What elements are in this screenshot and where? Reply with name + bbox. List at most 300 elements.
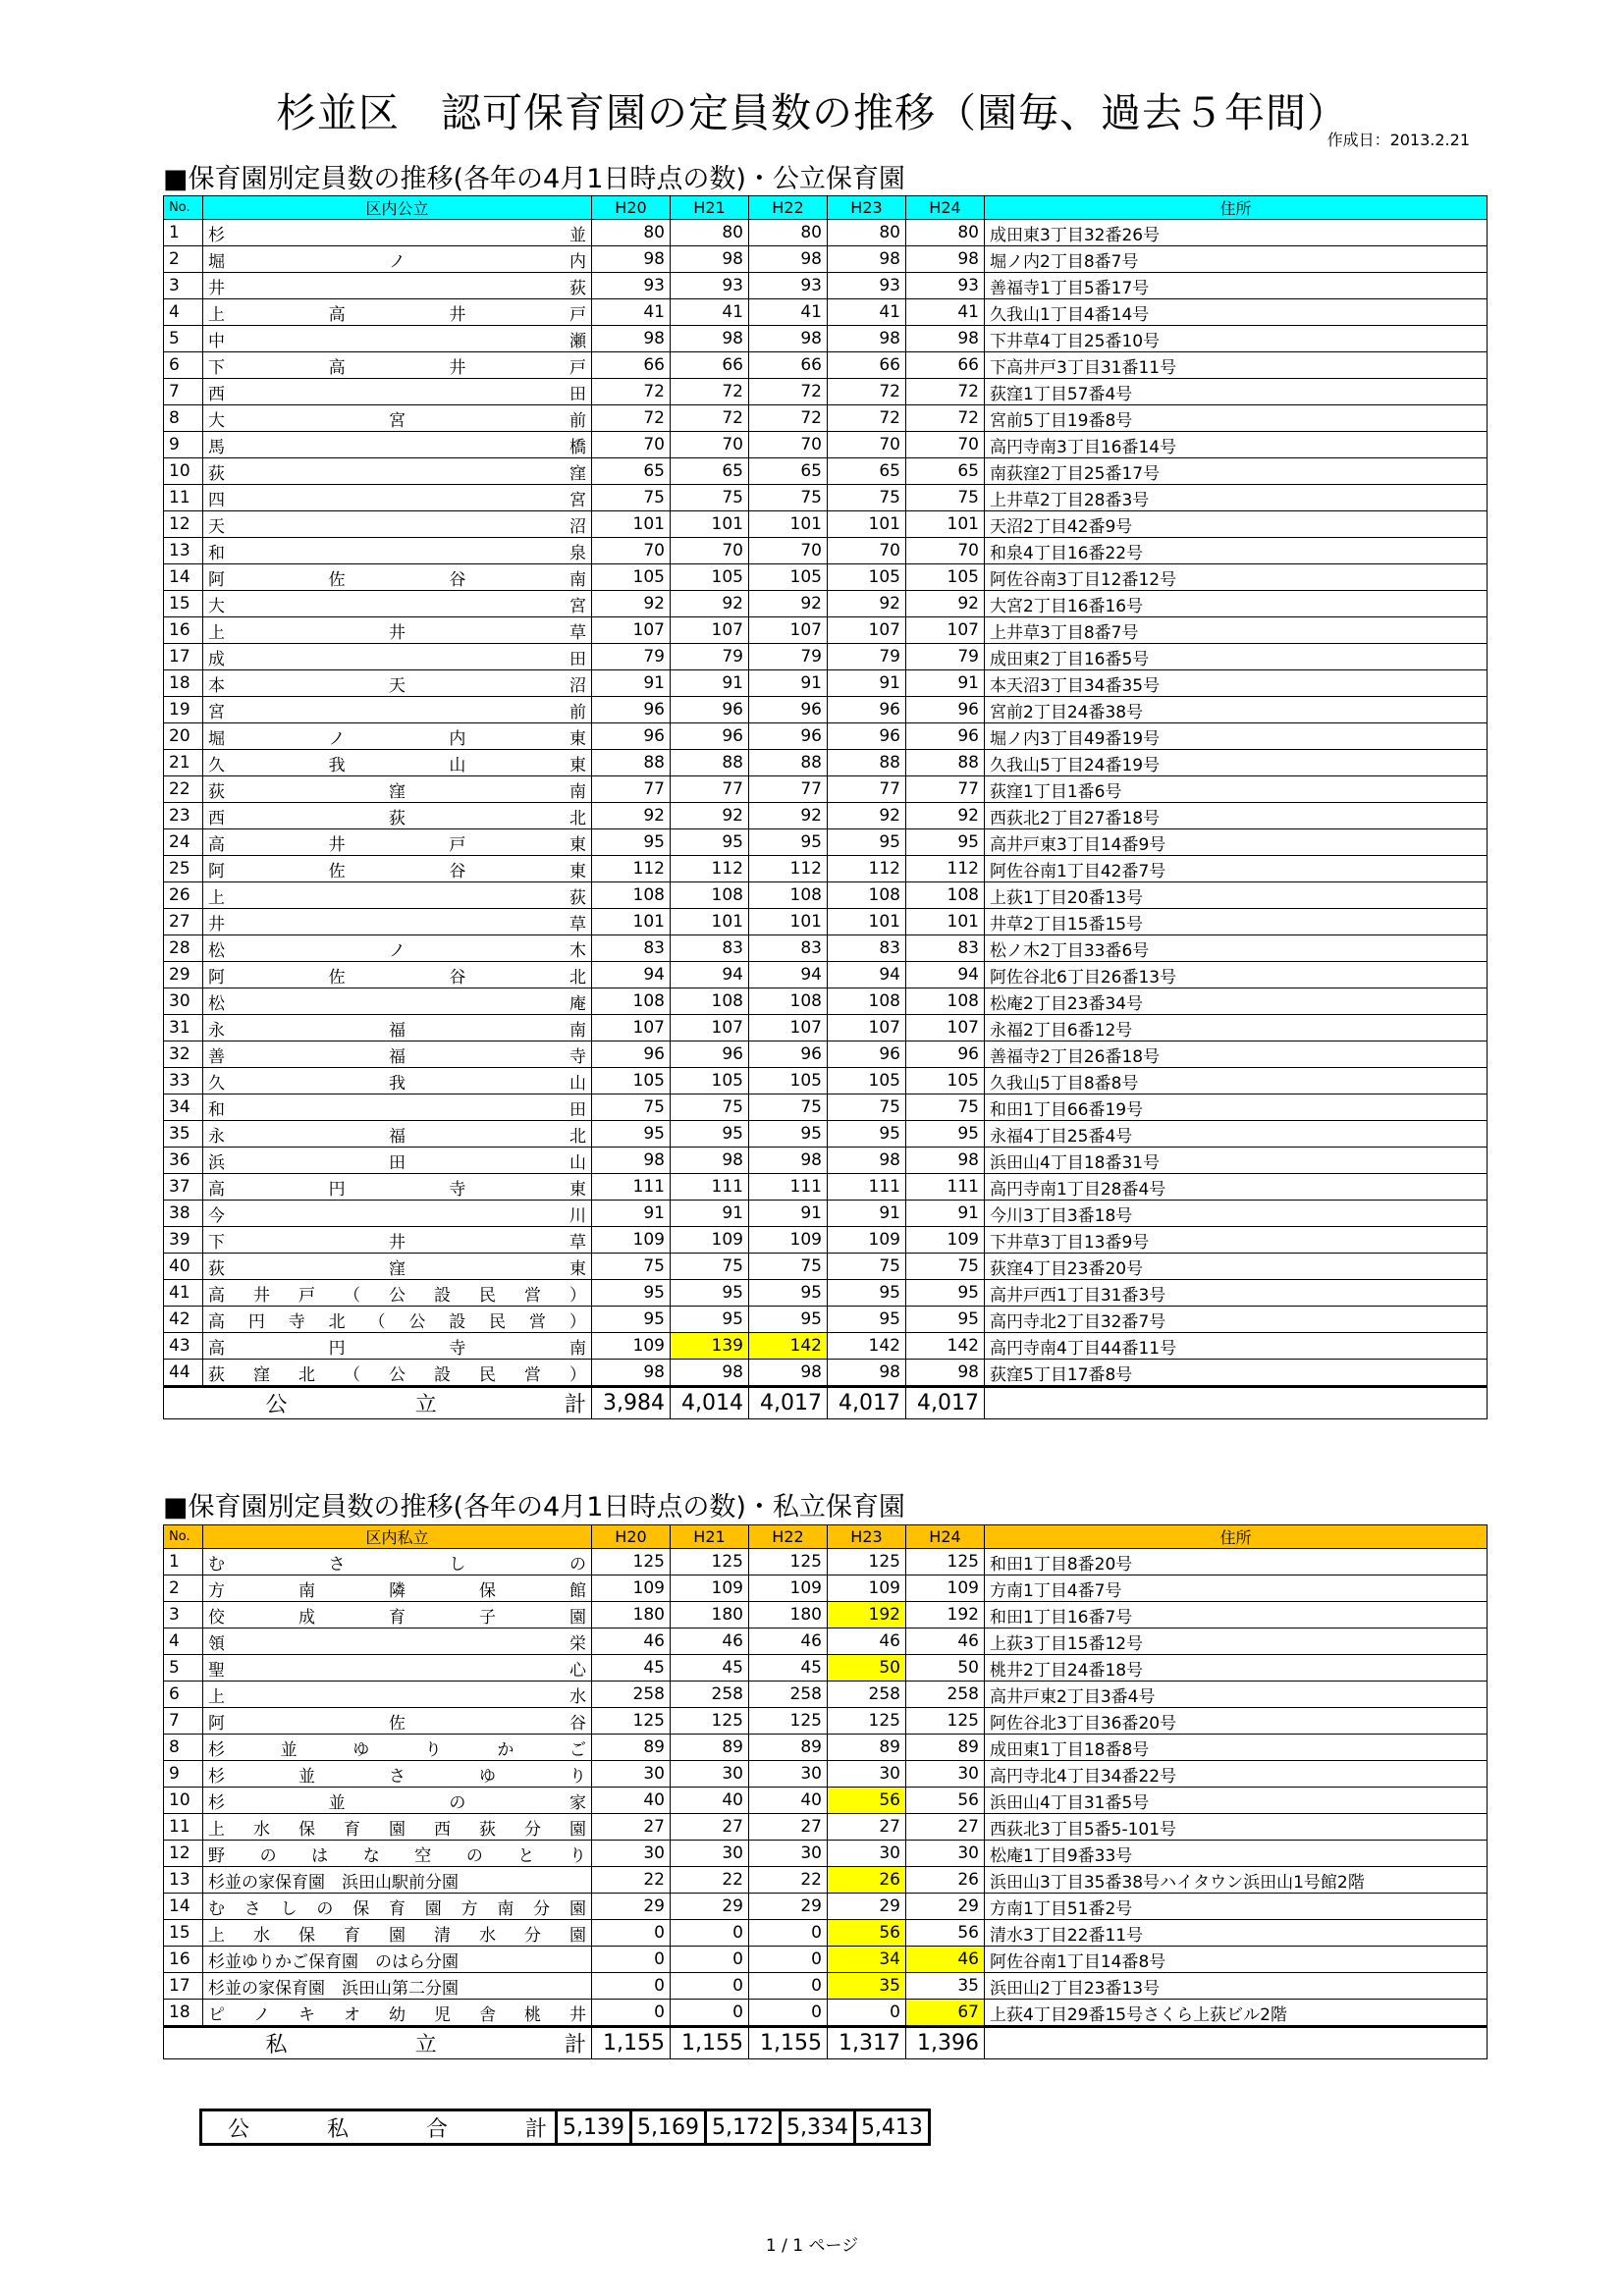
capacity-h24: 98	[906, 1148, 985, 1174]
address: 今川3丁目3番18号	[985, 1201, 1488, 1227]
capacity-h23: 95	[828, 1121, 906, 1148]
nursery-name: む さ し の 保 育 園 方 南 分 園	[203, 1894, 592, 1920]
nursery-name: 上 水 保 育 園 清 水 分 園	[203, 1920, 592, 1947]
address: 浜田山4丁目31番5号	[985, 1788, 1488, 1814]
capacity-h23: 92	[828, 803, 906, 829]
address: 荻窪1丁目57番4号	[985, 379, 1488, 405]
capacity-h22: 70	[749, 432, 828, 458]
nursery-name: 荻 窪 南	[203, 776, 592, 803]
capacity-h21: 93	[671, 273, 749, 299]
capacity-h20: 70	[592, 432, 671, 458]
capacity-h24: 75	[906, 1095, 985, 1121]
capacity-h22: 108	[749, 988, 828, 1015]
address: 阿佐谷北3丁目36番20号	[985, 1708, 1488, 1735]
nursery-name: 浜 田 山	[203, 1148, 592, 1174]
page-title: 杉並区 認可保育園の定員数の推移（園毎、過去５年間）	[276, 89, 1348, 136]
capacity-h20: 95	[592, 1121, 671, 1148]
row-number: 41	[164, 1280, 203, 1307]
nursery-name: 上 高 井 戸	[203, 299, 592, 326]
nursery-name: 荻 窪 東	[203, 1254, 592, 1280]
row-number: 9	[164, 1761, 203, 1788]
public-row	[164, 564, 1488, 591]
capacity-h20: 30	[592, 1841, 671, 1867]
nursery-name: 杉 並	[203, 220, 592, 246]
address: 阿佐谷南3丁目12番12号	[985, 564, 1488, 591]
capacity-h22: 27	[749, 1814, 828, 1841]
address: 永福4丁目25番4号	[985, 1121, 1488, 1148]
public-row	[164, 617, 1488, 644]
capacity-h24: 107	[906, 617, 985, 644]
capacity-h20: 66	[592, 352, 671, 379]
capacity-h20: 105	[592, 1068, 671, 1095]
capacity-h24: 95	[906, 1121, 985, 1148]
nursery-name: 上 水 保 育 園 西 荻 分 園	[203, 1814, 592, 1841]
address: 井草2丁目15番15号	[985, 909, 1488, 935]
capacity-h24: 83	[906, 935, 985, 962]
private-row	[164, 1814, 1488, 1841]
nursery-name: 杉並ゆりかご保育園 のはら分園	[203, 1947, 592, 1973]
capacity-h24: 56	[906, 1920, 985, 1947]
public-row	[164, 803, 1488, 829]
capacity-h21: 46	[671, 1629, 749, 1655]
row-number: 6	[164, 352, 203, 379]
capacity-h21: 111	[671, 1174, 749, 1201]
public-row	[164, 1041, 1488, 1068]
capacity-h21: 0	[671, 1920, 749, 1947]
row-number: 2	[164, 1575, 203, 1602]
public-row	[164, 1360, 1488, 1387]
capacity-h21: 98	[671, 246, 749, 273]
capacity-h21: 96	[671, 723, 749, 750]
address: 松庵2丁目23番34号	[985, 988, 1488, 1015]
address: 天沼2丁目42番9号	[985, 511, 1488, 538]
address: 阿佐谷北6丁目26番13号	[985, 962, 1488, 988]
row-number: 10	[164, 458, 203, 485]
capacity-h20: 107	[592, 1015, 671, 1041]
address: 浜田山2丁目23番13号	[985, 1973, 1488, 2000]
capacity-h20: 96	[592, 697, 671, 723]
capacity-h20: 41	[592, 299, 671, 326]
row-number: 32	[164, 1041, 203, 1068]
nursery-name: 井 荻	[203, 273, 592, 299]
row-number: 24	[164, 829, 203, 856]
address: 本天沼3丁目34番35号	[985, 670, 1488, 697]
capacity-h20: 258	[592, 1682, 671, 1708]
capacity-h23: 96	[828, 723, 906, 750]
row-number: 43	[164, 1333, 203, 1360]
capacity-h21: 75	[671, 485, 749, 511]
public-row	[164, 1015, 1488, 1041]
capacity-h22: 22	[749, 1867, 828, 1894]
public-row	[164, 1121, 1488, 1148]
row-number: 15	[164, 591, 203, 617]
address: 高井戸東3丁目14番9号	[985, 829, 1488, 856]
capacity-h20: 98	[592, 1148, 671, 1174]
capacity-h23: 142	[828, 1333, 906, 1360]
row-number: 17	[164, 1973, 203, 2000]
capacity-h22: 80	[749, 220, 828, 246]
capacity-h23: 46	[828, 1629, 906, 1655]
address: 和泉4丁目16番22号	[985, 538, 1488, 564]
capacity-h21: 108	[671, 988, 749, 1015]
capacity-h24: 26	[906, 1867, 985, 1894]
nursery-name: 今 川	[203, 1201, 592, 1227]
capacity-h20: 109	[592, 1575, 671, 1602]
capacity-h22: 77	[749, 776, 828, 803]
capacity-h23: 108	[828, 988, 906, 1015]
capacity-h22: 0	[749, 1920, 828, 1947]
capacity-h20: 46	[592, 1629, 671, 1655]
nursery-name: 西 荻 北	[203, 803, 592, 829]
address: 成田東2丁目16番5号	[985, 644, 1488, 670]
nursery-name: 聖 心	[203, 1655, 592, 1682]
capacity-h23: 105	[828, 564, 906, 591]
public-header-7: 住所	[985, 196, 1488, 220]
capacity-h23: 29	[828, 1894, 906, 1920]
capacity-h23: 72	[828, 405, 906, 432]
capacity-h23: 70	[828, 432, 906, 458]
public-row	[164, 1201, 1488, 1227]
capacity-h23: 96	[828, 697, 906, 723]
total-address-blank	[985, 1387, 1488, 1419]
public-row	[164, 538, 1488, 564]
grand-total-h23: 5,334	[780, 2110, 854, 2145]
capacity-h22: 41	[749, 299, 828, 326]
capacity-h20: 0	[592, 2000, 671, 2027]
capacity-h23: 125	[828, 1549, 906, 1575]
capacity-h22: 83	[749, 935, 828, 962]
capacity-h23: 26	[828, 1867, 906, 1894]
row-number: 9	[164, 432, 203, 458]
public-row	[164, 458, 1488, 485]
nursery-name: ピ ノ キ オ 幼 児 舎 桃 井	[203, 2000, 592, 2027]
row-number: 3	[164, 1602, 203, 1629]
nursery-name: 高 井 戸 （ 公 設 民 営 ）	[203, 1280, 592, 1307]
public-row	[164, 299, 1488, 326]
grand-total-h24: 5,413	[854, 2110, 929, 2145]
public-row	[164, 988, 1488, 1015]
address: 和田1丁目8番20号	[985, 1549, 1488, 1575]
public-row	[164, 670, 1488, 697]
grand-total-label: 公 私 合 計	[201, 2110, 557, 2145]
capacity-h24: 66	[906, 352, 985, 379]
row-number: 8	[164, 405, 203, 432]
capacity-h20: 125	[592, 1549, 671, 1575]
address: 南荻窪2丁目25番17号	[985, 458, 1488, 485]
private-row	[164, 1841, 1488, 1867]
total-blank	[164, 2027, 203, 2059]
address: 永福2丁目6番12号	[985, 1015, 1488, 1041]
private-row	[164, 1682, 1488, 1708]
capacity-h24: 79	[906, 644, 985, 670]
public-header-5: H23	[828, 196, 906, 220]
capacity-h21: 107	[671, 617, 749, 644]
capacity-h21: 180	[671, 1602, 749, 1629]
capacity-h24: 108	[906, 988, 985, 1015]
private-row	[164, 1920, 1488, 1947]
grand-total-table	[199, 2109, 931, 2146]
capacity-h22: 30	[749, 1841, 828, 1867]
address: 和田1丁目66番19号	[985, 1095, 1488, 1121]
capacity-h23: 258	[828, 1682, 906, 1708]
capacity-h22: 125	[749, 1549, 828, 1575]
capacity-h21: 112	[671, 856, 749, 882]
capacity-h20: 95	[592, 829, 671, 856]
capacity-h23: 35	[828, 1973, 906, 2000]
capacity-h22: 107	[749, 1015, 828, 1041]
capacity-h22: 92	[749, 803, 828, 829]
capacity-h23: 70	[828, 538, 906, 564]
address: 善福寺2丁目26番18号	[985, 1041, 1488, 1068]
public-row	[164, 1227, 1488, 1254]
capacity-h22: 98	[749, 246, 828, 273]
capacity-h24: 98	[906, 246, 985, 273]
grand-total-row	[201, 2110, 930, 2145]
address: 高井戸西1丁目31番3号	[985, 1280, 1488, 1307]
capacity-h20: 107	[592, 617, 671, 644]
row-number: 20	[164, 723, 203, 750]
capacity-h22: 79	[749, 644, 828, 670]
capacity-h24: 70	[906, 432, 985, 458]
capacity-h23: 107	[828, 1015, 906, 1041]
address: 大宮2丁目16番16号	[985, 591, 1488, 617]
row-number: 3	[164, 273, 203, 299]
public-row	[164, 1148, 1488, 1174]
capacity-h23: 77	[828, 776, 906, 803]
row-number: 39	[164, 1227, 203, 1254]
capacity-h22: 95	[749, 1121, 828, 1148]
row-number: 15	[164, 1920, 203, 1947]
capacity-h23: 112	[828, 856, 906, 882]
public-row	[164, 723, 1488, 750]
row-number: 5	[164, 326, 203, 352]
capacity-h22: 66	[749, 352, 828, 379]
capacity-h20: 22	[592, 1867, 671, 1894]
capacity-h22: 46	[749, 1629, 828, 1655]
address: 下高井戸3丁目31番11号	[985, 352, 1488, 379]
private-header-5: H23	[828, 1525, 906, 1549]
capacity-h21: 45	[671, 1655, 749, 1682]
row-number: 33	[164, 1068, 203, 1095]
capacity-h24: 98	[906, 326, 985, 352]
capacity-h24: 29	[906, 1894, 985, 1920]
capacity-h21: 109	[671, 1227, 749, 1254]
public-row	[164, 511, 1488, 538]
address: 西荻北3丁目5番5-101号	[985, 1814, 1488, 1841]
total-label: 私 立 計	[203, 2027, 592, 2059]
capacity-h20: 70	[592, 538, 671, 564]
capacity-h24: 111	[906, 1174, 985, 1201]
capacity-h24: 92	[906, 803, 985, 829]
capacity-h23: 75	[828, 1095, 906, 1121]
public-row	[164, 246, 1488, 273]
capacity-h20: 96	[592, 1041, 671, 1068]
capacity-h24: 96	[906, 1041, 985, 1068]
capacity-h20: 95	[592, 1280, 671, 1307]
capacity-h24: 125	[906, 1708, 985, 1735]
total-label: 公 立 計	[203, 1387, 592, 1419]
capacity-h20: 88	[592, 750, 671, 776]
capacity-h22: 258	[749, 1682, 828, 1708]
capacity-h22: 0	[749, 2000, 828, 2027]
capacity-h20: 108	[592, 988, 671, 1015]
row-number: 10	[164, 1788, 203, 1814]
nursery-name: 領 栄	[203, 1629, 592, 1655]
capacity-h20: 101	[592, 909, 671, 935]
total-h20: 1,155	[592, 2027, 671, 2059]
capacity-h22: 72	[749, 379, 828, 405]
address: 善福寺1丁目5番17号	[985, 273, 1488, 299]
capacity-h23: 94	[828, 962, 906, 988]
public-row	[164, 326, 1488, 352]
row-number: 4	[164, 299, 203, 326]
capacity-h24: 112	[906, 856, 985, 882]
capacity-h20: 95	[592, 1307, 671, 1333]
address: 上荻3丁目15番12号	[985, 1629, 1488, 1655]
private-header-6: H24	[906, 1525, 985, 1549]
capacity-h24: 35	[906, 1973, 985, 2000]
nursery-name: 高 円 寺 北 （ 公 設 民 営 ）	[203, 1307, 592, 1333]
capacity-h20: 180	[592, 1602, 671, 1629]
public-total-row	[164, 1387, 1488, 1419]
address: 和田1丁目16番7号	[985, 1602, 1488, 1629]
row-number: 13	[164, 1867, 203, 1894]
capacity-h23: 0	[828, 2000, 906, 2027]
capacity-h20: 75	[592, 485, 671, 511]
capacity-h23: 98	[828, 1148, 906, 1174]
capacity-h21: 95	[671, 1121, 749, 1148]
row-number: 14	[164, 1894, 203, 1920]
capacity-h23: 95	[828, 829, 906, 856]
capacity-h21: 65	[671, 458, 749, 485]
row-number: 42	[164, 1307, 203, 1333]
row-number: 18	[164, 2000, 203, 2027]
capacity-h21: 101	[671, 909, 749, 935]
row-number: 36	[164, 1148, 203, 1174]
address: 浜田山3丁目35番38号ハイタウン浜田山1号館2階	[985, 1867, 1488, 1894]
capacity-h21: 125	[671, 1549, 749, 1575]
nursery-name: 四 宮	[203, 485, 592, 511]
nursery-name: 和 田	[203, 1095, 592, 1121]
capacity-h21: 83	[671, 935, 749, 962]
private-row	[164, 1549, 1488, 1575]
capacity-h22: 95	[749, 829, 828, 856]
private-row	[164, 1708, 1488, 1735]
address: 成田東3丁目32番26号	[985, 220, 1488, 246]
capacity-h21: 88	[671, 750, 749, 776]
capacity-h21: 41	[671, 299, 749, 326]
capacity-h21: 79	[671, 644, 749, 670]
capacity-h24: 50	[906, 1655, 985, 1682]
address: 桃井2丁目24番18号	[985, 1655, 1488, 1682]
capacity-h23: 91	[828, 1201, 906, 1227]
capacity-h22: 29	[749, 1894, 828, 1920]
public-header-0: No.	[164, 196, 203, 220]
address: 阿佐谷南1丁目14番8号	[985, 1947, 1488, 1973]
row-number: 29	[164, 962, 203, 988]
capacity-h20: 91	[592, 670, 671, 697]
capacity-h23: 41	[828, 299, 906, 326]
capacity-h23: 92	[828, 591, 906, 617]
capacity-h24: 107	[906, 1015, 985, 1041]
total-h23: 1,317	[828, 2027, 906, 2059]
capacity-h21: 89	[671, 1735, 749, 1761]
capacity-h24: 109	[906, 1227, 985, 1254]
capacity-h23: 79	[828, 644, 906, 670]
nursery-name: 宮 前	[203, 697, 592, 723]
nursery-name: 阿 佐 谷	[203, 1708, 592, 1735]
capacity-h24: 75	[906, 485, 985, 511]
capacity-h22: 88	[749, 750, 828, 776]
public-row	[164, 829, 1488, 856]
capacity-h23: 30	[828, 1761, 906, 1788]
capacity-h21: 30	[671, 1841, 749, 1867]
capacity-h24: 77	[906, 776, 985, 803]
capacity-h22: 98	[749, 1148, 828, 1174]
capacity-h22: 112	[749, 856, 828, 882]
capacity-h23: 192	[828, 1602, 906, 1629]
row-number: 13	[164, 538, 203, 564]
nursery-name: 天 沼	[203, 511, 592, 538]
capacity-h23: 65	[828, 458, 906, 485]
address: 高円寺北2丁目32番7号	[985, 1307, 1488, 1333]
address: 宮前5丁目19番8号	[985, 405, 1488, 432]
nursery-name: 大 宮 前	[203, 405, 592, 432]
private-row	[164, 1894, 1488, 1920]
public-row	[164, 697, 1488, 723]
capacity-h22: 93	[749, 273, 828, 299]
capacity-h24: 65	[906, 458, 985, 485]
capacity-h24: 108	[906, 882, 985, 909]
nursery-name: む さ し の	[203, 1549, 592, 1575]
public-section-title: ■保育園別定員数の推移(各年の4月1日時点の数)・公立保育園	[163, 164, 905, 194]
capacity-h22: 108	[749, 882, 828, 909]
nursery-name: 佼 成 育 子 園	[203, 1602, 592, 1629]
total-h22: 1,155	[749, 2027, 828, 2059]
row-number: 38	[164, 1201, 203, 1227]
created-date: 作成日：2013.2.21	[1326, 131, 1470, 149]
capacity-h21: 66	[671, 352, 749, 379]
row-number: 8	[164, 1735, 203, 1761]
row-number: 19	[164, 697, 203, 723]
capacity-h23: 89	[828, 1735, 906, 1761]
capacity-h24: 258	[906, 1682, 985, 1708]
capacity-h22: 96	[749, 697, 828, 723]
nursery-name: 荻 窪	[203, 458, 592, 485]
capacity-h22: 91	[749, 670, 828, 697]
capacity-h21: 75	[671, 1254, 749, 1280]
public-nursery-table	[163, 195, 1488, 1419]
address: 久我山5丁目8番8号	[985, 1068, 1488, 1095]
capacity-h24: 93	[906, 273, 985, 299]
public-header-1: 区内公立	[203, 196, 592, 220]
capacity-h20: 98	[592, 326, 671, 352]
nursery-name: 高 円 寺 東	[203, 1174, 592, 1201]
row-number: 1	[164, 1549, 203, 1575]
capacity-h24: 109	[906, 1575, 985, 1602]
nursery-name: 馬 橋	[203, 432, 592, 458]
capacity-h23: 101	[828, 511, 906, 538]
capacity-h21: 95	[671, 1307, 749, 1333]
capacity-h21: 98	[671, 1148, 749, 1174]
row-number: 37	[164, 1174, 203, 1201]
capacity-h21: 29	[671, 1894, 749, 1920]
nursery-name: 善 福 寺	[203, 1041, 592, 1068]
nursery-name: 高 井 戸 東	[203, 829, 592, 856]
address: 方南1丁目4番7号	[985, 1575, 1488, 1602]
private-row	[164, 1867, 1488, 1894]
capacity-h24: 98	[906, 1360, 985, 1387]
